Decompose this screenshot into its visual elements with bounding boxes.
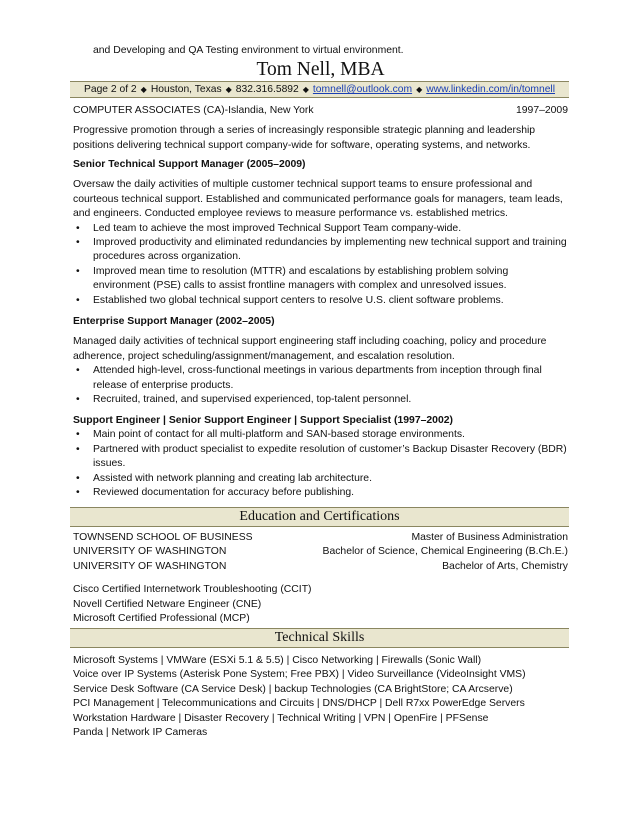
email-link[interactable]: tomnell@outlook.com [312,84,413,95]
skills-line: Service Desk Software (CA Service Desk) | backup Technologies (CA BrightStore; CA Arcserve) [73,683,513,695]
education-row [73,545,568,559]
diamond-separator-icon: ◆ [416,85,423,94]
bullet-item: • Reviewed documentation for accuracy before publishing. [73,486,568,500]
continued-text: and Developing and QA Testing environment to virtual environment. [93,45,404,56]
diamond-separator-icon: ◆ [302,85,309,94]
linkedin-link[interactable]: www.linkedin.com/in/tomnell [426,84,556,95]
school-name: TOWNSEND SCHOOL OF BUSINESS [73,532,253,543]
degree-name: Master of Business Administration [411,532,568,543]
employer-dates: 1997–2009 [515,105,568,116]
certification-list [73,583,568,626]
certification-item: Microsoft Certified Professional (MCP) [73,613,250,625]
role-bullets [73,428,568,500]
location: Houston, Texas [150,84,222,95]
diamond-separator-icon: ◆ [140,85,147,94]
bullet-item: • Established two global technical support centers to resolve U.S. client software problems. [73,294,568,308]
skills-line: Microsoft Systems | VMWare (ESXi 5.1 & 5.5) | Cisco Networking | Firewalls (Sonic Wall) [73,655,482,666]
role-title: Senior Technical Support Manager (2005–2009) [73,159,306,170]
employer-row [73,104,568,118]
bullet-item: • Recruited, trained, and supervised experienced, top-talent personnel. [73,393,568,407]
bullet-icon: • [76,487,80,499]
role-block [73,158,568,308]
bullet-icon: • [76,237,80,249]
bullet-item: • Assisted with network planning and creating lab architecture. [73,472,568,486]
bullet-icon: • [76,365,80,377]
role-bullets [73,364,568,407]
employer-summary: Progressive promotion through a series of increasingly responsible strategic planning and leadership positions delivering technical support company-wide for software, operating systems, and networks. [73,125,536,151]
school-name: UNIVERSITY OF WASHINGTON [73,560,227,572]
bullet-icon: • [76,265,80,277]
contact-bar [70,81,569,98]
role-bullets [73,222,568,308]
bullet-item: • Improved productivity and eliminated redundancies by implementing new technical support and training procedures across organization. [76,237,567,263]
certification-item: Cisco Certified Internetwork Troubleshooting (CCIT) [73,584,312,596]
bullet-item: • Attended high-level, cross-functional meetings in various departments from inception through final release of enterprise products. [76,365,542,391]
role-title: Enterprise Support Manager (2002–2005) [73,316,275,327]
bullet-item: • Partnered with product specialist to expedite resolution of customer’s Backup Disaster Recovery (BDR) issues. [76,443,567,470]
education-row [73,560,568,574]
school-name: UNIVERSITY OF WASHINGTON [73,546,227,558]
bullet-icon: • [76,443,80,455]
certification-item: Novell Certified Netware Engineer (CNE) [73,598,262,610]
skills-line: Panda | Network IP Cameras [73,727,208,739]
degree-name: Bachelor of Science, Chemical Engineering (B.Ch.E.) [322,546,568,558]
role-title: Support Engineer | Senior Support Engineer | Support Specialist (1997–2002) [73,415,453,426]
bullet-icon: • [76,222,80,234]
skills-line: Workstation Hardware | Disaster Recovery | Technical Writing | VPN | OpenFire | PFSense [73,712,489,724]
skills-line: Voice over IP Systems (Asterisk Pone System; Free PBX) | Video Surveillance (VideoInsight VMS) [73,669,526,681]
education-heading: Education and Certifications [70,507,569,527]
role-block [73,414,568,500]
employer-block [73,104,568,153]
degree-name: Bachelor of Arts, Chemistry [442,560,568,572]
education-block [73,531,568,626]
skills-line: PCI Management | Telecommunications and Circuits | DNS/DHCP | Dell R7xx PowerEdge Servers [73,698,525,710]
diamond-separator-icon: ◆ [225,85,232,94]
page-number: Page 2 of 2 [83,84,137,95]
education-row [73,531,568,545]
role-description: Managed daily activities of technical support engineering staff including coaching, policy and procedure adherence, project scheduling/assignment/management, and escalation resolution. [73,336,547,362]
bullet-item: • Main point of contact for all multi-platform and SAN-based storage environments. [73,428,568,442]
skills-heading: Technical Skills [70,628,569,648]
role-description: Oversaw the daily activities of multiple customer technical support teams to ensure professional and courteous technical support. Established and communicated performance goals for managers, team leads, and engineers. Conducted employee reviews to measure performance vs. established metrics. [73,179,563,220]
bullet-item: • Led team to achieve the most improved Technical Support Team company-wide. [73,222,568,236]
role-block [73,315,568,407]
employer-name: COMPUTER ASSOCIATES (CA)-Islandia, New York [73,105,314,116]
skills-block [73,654,568,740]
bullet-icon: • [76,472,80,484]
bullet-icon: • [76,394,80,406]
bullet-item: • Improved mean time to resolution (MTTR) and escalations by establishing problem solving environment (PSE) calls to assist frontline managers with complex and unresolved issues. [76,265,509,292]
candidate-name: Tom Nell, MBA [256,59,385,80]
bullet-icon: • [76,429,80,441]
bullet-icon: • [76,294,80,306]
phone: 832.316.5892 [235,84,299,95]
